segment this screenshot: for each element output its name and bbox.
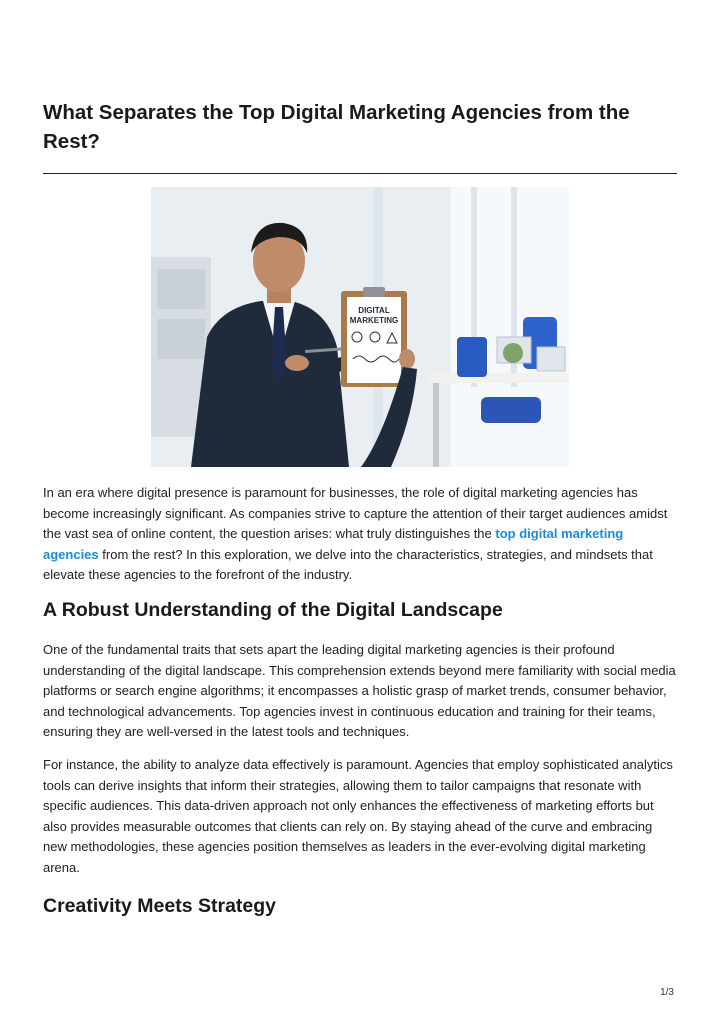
intro-text-start: In an era where digital presence is paramount for businesses, the role of digital marketing agencies has become increasingly significant. As companies strive to capture the attention of their target audiences amidst the vast sea of online content, the question arises: what truly distinguishes the	[43, 485, 668, 541]
landscape-paragraph-1: One of the fundamental traits that sets apart the leading digital marketing agencies is their profound understanding of the digital landscape. This comprehension extends beyond mere familiarity with social media platforms or search engine algorithms; it encompasses a holistic grasp of market trends, consumer behavior, and technological advancements. Top agencies invest in continuous education and training for their teams, ensuring they are well-versed in the latest tools and techniques.	[43, 642, 676, 739]
landscape-paragraph-2: For instance, the ability to analyze data effectively is paramount. Agencies that employ sophisticated analytics tools can derive insights that inform their strategies, allowing them to tailor campaigns that resonate with specific audiences. This data-driven approach not only enhances the effectiveness of marketing efforts but also provides measurable outcomes that clients can rely on. By staying ahead of the curve and embracing new methodologies, these agencies position themselves as leaders in the ever-evolving digital marketing arena.	[43, 757, 673, 875]
section-heading-creativity: Creativity Meets Strategy	[43, 895, 277, 917]
section-heading-landscape: A Robust Understanding of the Digital Landscape	[43, 599, 503, 621]
page-indicator: 1/3	[660, 987, 674, 998]
title-divider	[43, 173, 677, 174]
clipboard-text-line2: MARKETING	[349, 316, 399, 325]
intro-paragraph	[43, 483, 677, 586]
clipboard-text-line1: DIGITAL	[358, 306, 390, 315]
hero-image	[151, 187, 569, 467]
article-title: What Separates the Top Digital Marketing Agencies from the Rest?	[43, 101, 630, 153]
top-agencies-link[interactable]: top digital marketing agencies	[43, 526, 624, 562]
intro-text-end: from the rest? In this exploration, we delve into the characteristics, strategies, and mindsets that elevate these agencies to the forefront of the industry.	[43, 546, 653, 582]
